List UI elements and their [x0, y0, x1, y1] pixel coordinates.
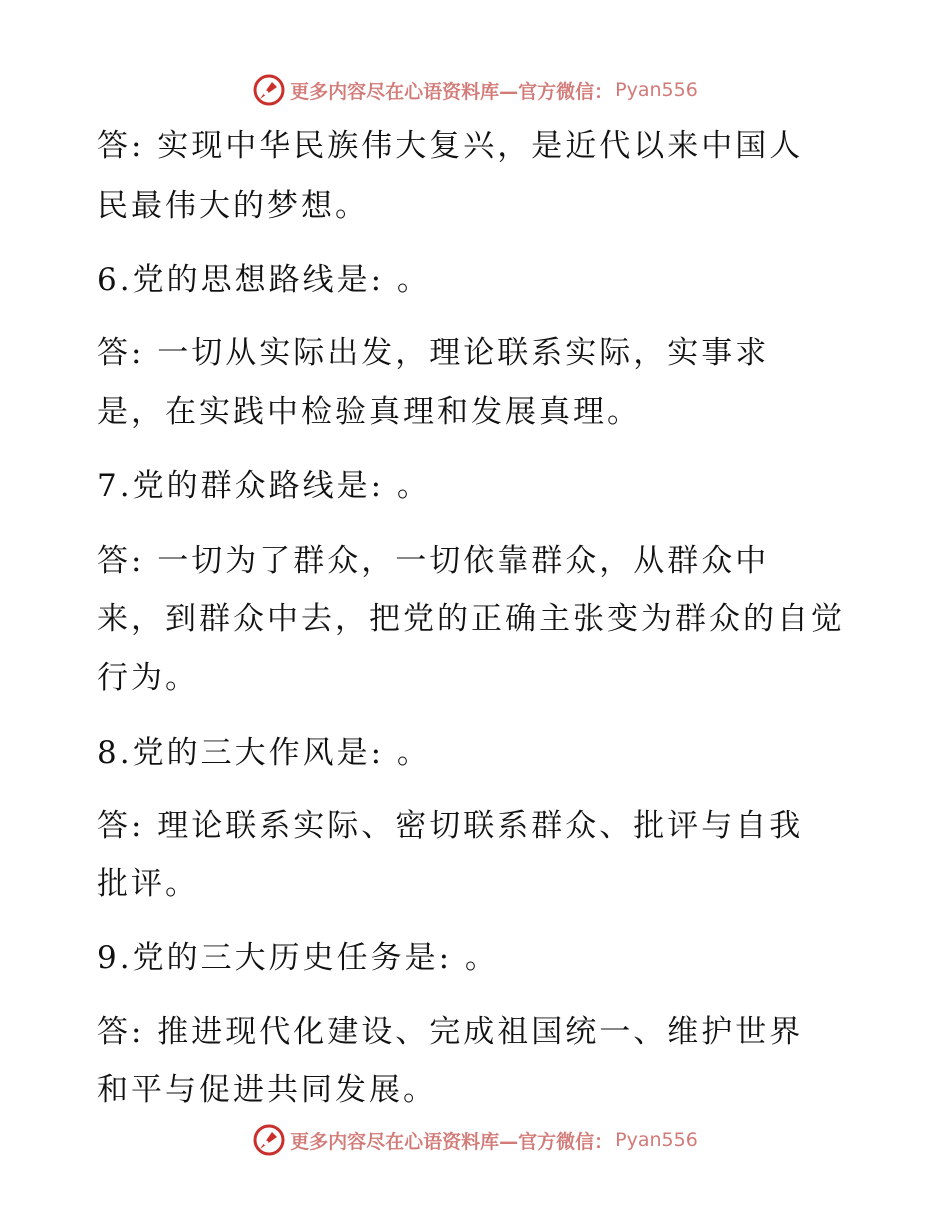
watermark-text: 更多内容尽在心语资料库—官方微信： [290, 1130, 614, 1153]
question-8: 8.党的三大作风是: 。 [97, 735, 431, 771]
question-9: 9.党的三大历史任务是: 。 [97, 940, 499, 976]
text-line: 民最伟大的梦想。 [97, 188, 369, 224]
text-line: 答: 一切为了群众，一切依靠群众，从群众中 [97, 543, 770, 579]
text-line: 答: 理论联系实际、密切联系群众、批评与自我 [97, 808, 804, 844]
text-line: 答: 一切从实际出发，理论联系实际，实事求 [97, 335, 770, 371]
watermark-wechat-id: Pyan556 [615, 1129, 698, 1151]
pen-nib-logo-icon [252, 73, 286, 107]
text-line: 来，到群众中去，把党的正确主张变为群众的自觉 [97, 601, 845, 637]
watermark-footer [0, 1120, 950, 1160]
text-line: 答: 推进现代化建设、完成祖国统一、维护世界 [97, 1014, 804, 1050]
watermark-header [0, 70, 950, 110]
text-line: 批评。 [97, 866, 199, 902]
text-line: 是，在实践中检验真理和发展真理。 [97, 394, 641, 430]
text-line: 答: 实现中华民族伟大复兴，是近代以来中国人 [97, 128, 804, 164]
question-6: 6.党的思想路线是: 。 [97, 262, 431, 298]
pen-nib-logo-icon [252, 1123, 286, 1157]
watermark-wechat-id: Pyan556 [615, 79, 698, 101]
text-line: 和平与促进共同发展。 [97, 1072, 437, 1108]
watermark-text: 更多内容尽在心语资料库—官方微信： [290, 80, 614, 103]
text-line: 行为。 [97, 660, 199, 696]
question-7: 7.党的群众路线是: 。 [97, 468, 431, 504]
